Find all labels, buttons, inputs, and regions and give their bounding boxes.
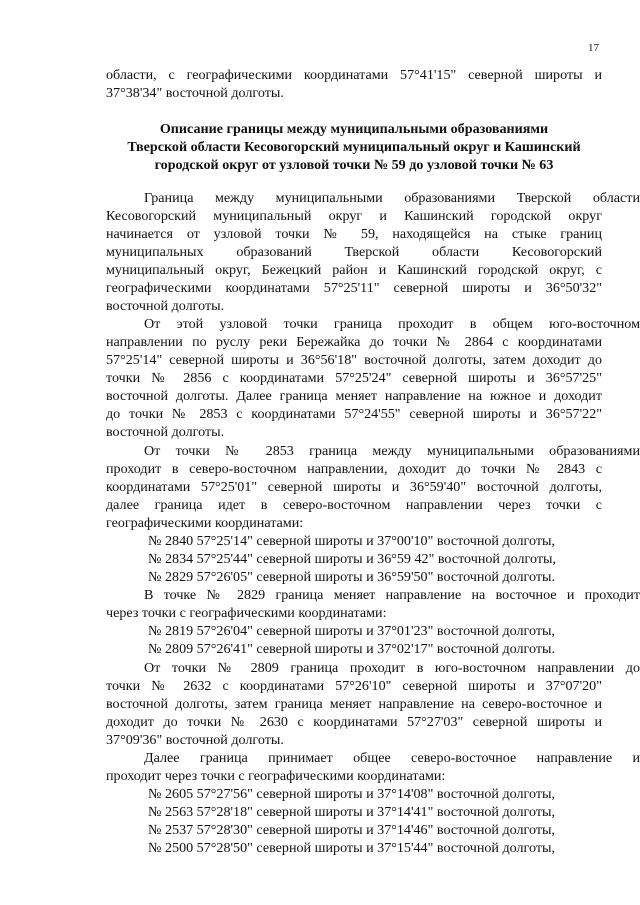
coordinate-point: № 2605 57°27'56" северной широты и 37°14'08" восточной долготы, bbox=[148, 786, 555, 802]
paragraph-line: В точке № 2829 граница меняет направление на восточное и проходит bbox=[144, 587, 640, 603]
section-heading: Тверской области Кесовогорский муниципальный округ и Кашинский bbox=[127, 139, 581, 155]
paragraph-line: далее граница идет в северо-восточном направлении через точки с bbox=[106, 497, 602, 513]
paragraph-line: Граница между муниципальными образованиями Тверской области bbox=[144, 190, 640, 206]
coordinate-point: № 2834 57°25'44" северной широты и 36°59 42" восточной долготы, bbox=[148, 551, 556, 567]
paragraph-line: географическими координатами 57°25'11" северной широты и 36°50'32" bbox=[106, 280, 602, 296]
coordinate-point: № 2809 57°26'41" северной широты и 37°02'17" восточной долготы. bbox=[148, 641, 555, 657]
paragraph-line: точки № 2632 с координатами 57°26'10" северной широты и 37°07'20" bbox=[106, 678, 602, 694]
paragraph-line: От точки № 2853 граница между муниципальными образованиями bbox=[144, 443, 640, 459]
intro-line: области, с географическими координатами 57°41'15" северной широты и bbox=[106, 67, 602, 83]
paragraph-line: восточной долготы. bbox=[106, 298, 225, 314]
paragraph-line: географическими координатами: bbox=[106, 515, 304, 531]
coordinate-point: № 2500 57°28'50" северной широты и 37°15'44" восточной долготы, bbox=[148, 840, 555, 856]
paragraph-line: 37°09'36" восточной долготы. bbox=[106, 732, 284, 748]
paragraph-line: Далее граница принимает общее северо-восточное направление и bbox=[144, 750, 640, 766]
paragraph-line: восточной долготы, затем граница меняет направление на северо-восточное и bbox=[106, 696, 602, 712]
section-heading: Описание границы между муниципальными образованиями bbox=[159, 121, 549, 137]
paragraph-line: начинается от узловой точки № 59, находящейся на стыке границ bbox=[106, 226, 602, 242]
paragraph-line: муниципальный округ, Бежецкий район и Кашинский городской округ, с bbox=[106, 262, 602, 278]
coordinate-point: № 2819 57°26'04" северной широты и 37°01'23" восточной долготы, bbox=[148, 623, 555, 639]
page-number: 17 bbox=[588, 42, 599, 54]
paragraph-line: Кесовогорский муниципальный округ и Кашинский городской округ bbox=[106, 208, 602, 224]
paragraph-line: 57°25'14" северной широты и 36°56'18" восточной долготы, затем доходит до bbox=[106, 352, 602, 368]
paragraph-line: до точки № 2853 с координатами 57°24'55" северной широты и 36°57'22" bbox=[106, 406, 602, 422]
paragraph-line: проходит через точки с географическими координатами: bbox=[106, 768, 446, 784]
paragraph-line: координатами 57°25'01" северной широты и 36°59'40" восточной долготы, bbox=[106, 479, 602, 495]
intro-line: 37°38'34" восточной долготы. bbox=[106, 85, 284, 101]
paragraph-line: через точки с географическими координатами: bbox=[106, 605, 387, 621]
paragraph-line: От точки № 2809 граница проходит в юго-восточном направлении до bbox=[144, 660, 640, 676]
paragraph-line: направлении по руслу реки Бережайка до точки № 2864 с координатами bbox=[106, 334, 602, 350]
coordinate-point: № 2563 57°28'18" северной широты и 37°14'41" восточной долготы, bbox=[148, 804, 555, 820]
coordinate-point: № 2840 57°25'14" северной широты и 37°00'10" восточной долготы, bbox=[148, 533, 555, 549]
paragraph-line: восточной долготы. Далее граница меняет направление на южное и доходит bbox=[106, 388, 602, 404]
paragraph-line: муниципальных образований Тверской области Кесовогорский bbox=[106, 244, 602, 260]
section-heading: городской округ от узловой точки № 59 до узловой точки № 63 bbox=[154, 157, 554, 173]
paragraph-line: точки № 2856 с координатами 57°25'24" северной широты и 36°57'25" bbox=[106, 370, 602, 386]
paragraph-line: доходит до точки № 2630 с координатами 57°27'03" северной широты и bbox=[106, 714, 602, 730]
coordinate-point: № 2537 57°28'30" северной широты и 37°14'46" восточной долготы, bbox=[148, 822, 555, 838]
paragraph-line: проходит в северо-восточном направлении, доходит до точки № 2843 с bbox=[106, 461, 602, 477]
paragraph-line: От этой узловой точки граница проходит в общем юго-восточном bbox=[144, 316, 640, 332]
coordinate-point: № 2829 57°26'05" северной широты и 36°59'50" восточной долготы. bbox=[148, 569, 555, 585]
paragraph-line: восточной долготы. bbox=[106, 424, 225, 440]
